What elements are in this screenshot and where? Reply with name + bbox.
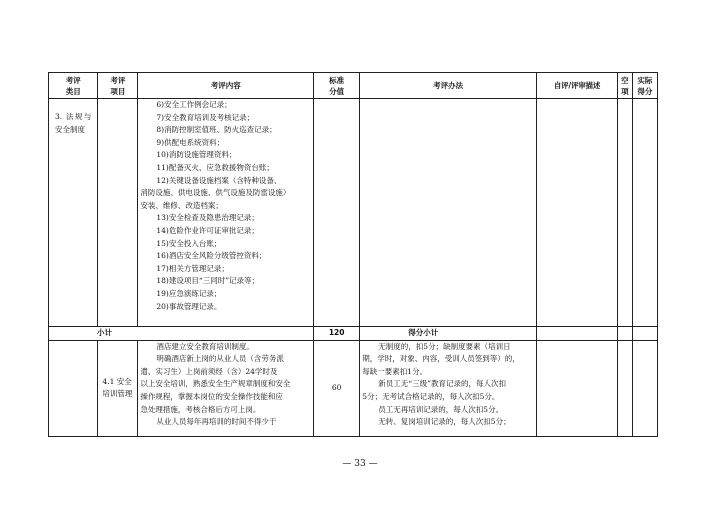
subtotal-score-label: 得分小计	[360, 327, 537, 341]
subtotal-empty	[617, 327, 632, 341]
content-line: 消防设施、供电设施、供气设施及防雷设施）	[140, 188, 291, 198]
method-cell-empty	[360, 99, 537, 327]
category-cell: 3. 法规与安全制度	[49, 99, 98, 327]
content-cell	[138, 340, 314, 436]
score-cell-empty	[314, 99, 360, 327]
header-row	[49, 73, 658, 99]
content-line: 8)消防控制室值班、防火巡查记录；	[156, 125, 277, 135]
actual-score-cell	[632, 99, 657, 327]
method-line: 无制度的，扣5分；缺制度要素（培训日	[378, 341, 511, 351]
content-line: 17)相关方管理记录；	[156, 263, 229, 273]
method-line: 员工无再培训记录的，每人次扣5分。	[378, 404, 504, 414]
header-item: 考评 项目	[98, 73, 138, 99]
subtotal-score: 120	[314, 327, 360, 341]
header-review: 自评/评审描述	[537, 73, 618, 99]
subtotal-actual	[632, 327, 657, 341]
content-line: 6)安全工作例会记录；	[156, 100, 232, 109]
content-line: 急处理措施，考核合格后方可上岗。	[140, 404, 261, 414]
content-line: 18)建设项目“三同时”记录等；	[156, 276, 260, 286]
content-line: 10)消防设施管理资料；	[156, 150, 237, 160]
content-line: 16)酒店安全风险分级管控资料；	[156, 251, 267, 261]
score-cell: 60	[314, 340, 360, 436]
method-cell	[360, 340, 537, 436]
method-line: 5分；无考试合格记录的，每人次扣5分。	[362, 391, 500, 401]
content-line: 以上安全培训，熟悉安全生产规章制度和安全	[140, 379, 291, 389]
subtotal-review	[537, 327, 618, 341]
content-line: 从业人员每年再培训的时间不得少于	[156, 417, 277, 427]
category-cell-empty	[49, 340, 98, 436]
method-line: 无转、复岗培训记录的，每人次扣5分；	[378, 417, 511, 427]
content-line: 20)事故管理记录。	[156, 301, 222, 311]
content-line: 操作规程，掌握本岗位的安全操作技能和应	[140, 391, 283, 401]
method-line: 新员工无“三级”教育记录的，每人次扣	[378, 379, 506, 389]
empty-item-cell	[617, 99, 632, 327]
header-content: 考评内容	[138, 73, 314, 99]
content-line: 15)安全投入台账；	[156, 238, 222, 248]
header-method: 考评办法	[360, 73, 537, 99]
review-cell	[537, 340, 618, 436]
content-line: 安装、维修、改造档案；	[140, 200, 223, 210]
page-number: — 33 —	[342, 459, 378, 469]
section4-row	[49, 340, 658, 436]
actual-score-cell	[632, 340, 657, 436]
empty-item-cell	[617, 340, 632, 436]
content-line: 明确酒店新上岗的从业人员（含劳务派	[156, 354, 284, 364]
content-line: 9)供配电系统资料；	[156, 137, 225, 147]
item-cell: 4.1 安全培训管理	[98, 340, 138, 436]
content-line: 遣、实习生）上岗前须经（含）24学时及	[140, 366, 278, 376]
method-line: 期，学时，对象、内容，受训人员签到等）的，	[362, 354, 520, 364]
subtotal-row	[49, 327, 658, 341]
content-line: 酒店建立安全教育培训制度。	[156, 341, 254, 351]
content-line: 7)安全教育培训及考核记录；	[156, 112, 255, 122]
section3-row	[49, 99, 658, 327]
content-line: 19)应急演练记录；	[156, 288, 222, 298]
content-cell	[138, 99, 314, 327]
content-line: 12)关键设备设施档案（含特种设备、	[156, 175, 282, 185]
header-category: 考评 类目	[49, 73, 98, 99]
header-score: 标准 分值	[314, 73, 360, 99]
header-actual-score: 实际 得分	[632, 73, 657, 99]
method-line: 每缺一要素扣1分。	[362, 366, 428, 376]
review-cell	[537, 99, 618, 327]
content-line: 11)配备灭火、应急救援物资台账；	[156, 162, 274, 172]
content-line: 13)安全检查及隐患治理记录；	[156, 213, 259, 223]
header-empty-item: 空 项	[617, 73, 632, 99]
subtotal-label: 小计	[49, 327, 314, 341]
evaluation-table	[48, 72, 658, 437]
item-cell-empty	[98, 99, 138, 327]
content-line: 14)危险作业许可证审批记录；	[156, 225, 259, 235]
